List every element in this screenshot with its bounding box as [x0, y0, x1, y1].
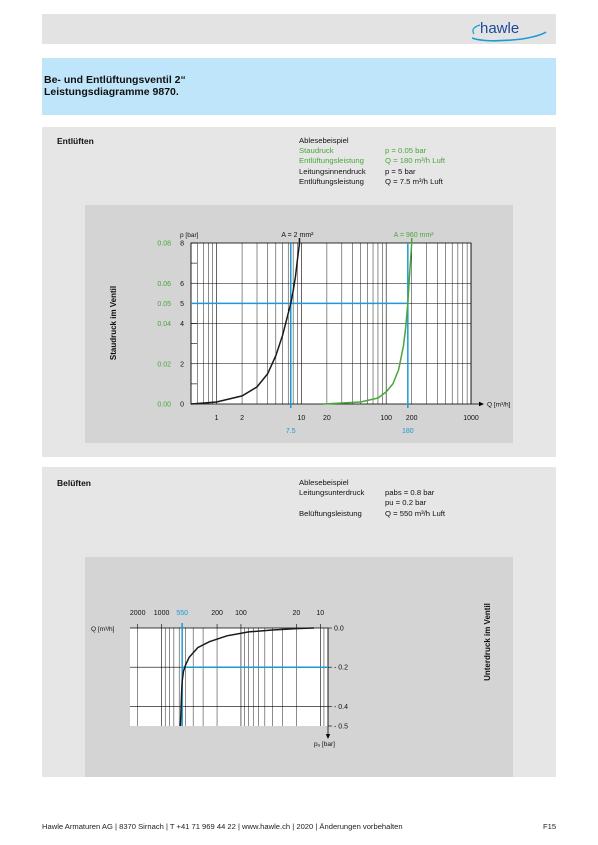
- y-tick-label: 8: [180, 240, 184, 248]
- y-axis-title: Unterdruck im Ventil: [483, 603, 492, 681]
- y-tick-label: 5: [180, 300, 184, 308]
- entlueften-panel: [42, 127, 556, 457]
- example-heading: Ablesebeispiel: [299, 136, 349, 145]
- chart1-background: [85, 205, 513, 443]
- y-tick-label: - 0.4: [334, 703, 349, 711]
- x-tick-label: 2: [240, 415, 245, 422]
- example-value: p = 0.05 bar: [385, 146, 427, 156]
- footer-text: Hawle Armaturen AG | 8370 Sirnach | T +41 71 969 44 22 | www.hawle.ch | 2020 | Änderungen vorbehalten: [42, 822, 403, 831]
- example-label: Belüftungsleistung: [299, 508, 362, 518]
- belueften-panel: [42, 467, 556, 777]
- y-tick-label: 0.0: [334, 625, 344, 633]
- x-tick-label: 1000: [463, 415, 479, 422]
- example-heading: Ablesebeispiel: [299, 478, 349, 487]
- example-value: Q = 550 m³/h Luft: [385, 508, 446, 518]
- x-axis-arrow: [479, 402, 484, 406]
- belueften-title: Belüften: [57, 478, 91, 488]
- y-axis-title: Staudruck im Ventil: [109, 285, 118, 361]
- example-label: Leitungsunterdruck: [299, 488, 365, 498]
- example-value: pabs = 0.8 bar: [385, 488, 435, 498]
- page-subtitle: Leistungsdiagramme 9870.: [44, 85, 179, 98]
- y-axis-arrow: [326, 734, 330, 739]
- x-tick-label: 20: [292, 610, 301, 617]
- title-box: [42, 58, 556, 115]
- series-label: A = 960 mm²: [393, 232, 434, 239]
- y-tick-label: 4: [180, 321, 184, 328]
- logo-text: hawle: [480, 20, 520, 37]
- x-tick-label: 200: [211, 610, 223, 617]
- y-tick-label: - 0.2: [334, 664, 349, 672]
- page-number: F15: [543, 822, 557, 831]
- y-unit-label: p [bar]: [180, 232, 199, 239]
- highlight-tick-label: 550: [176, 610, 189, 617]
- x-tick-label: 20: [322, 415, 331, 422]
- y-tick-label-green: 0.06: [157, 280, 171, 288]
- x-tick-label: 10: [316, 610, 325, 617]
- y-tick-label-green: 0.05: [157, 300, 171, 308]
- example-label: Staudruck: [299, 146, 334, 156]
- y-tick-label-green: 0.08: [157, 240, 171, 248]
- page-title: Be- und Entlüftungsventil 2“: [44, 74, 186, 86]
- example-label: Entlüftungsleistung: [299, 176, 364, 186]
- x-unit-label: Q [m³/h]: [487, 401, 511, 409]
- y-tick-label: 6: [180, 280, 184, 288]
- example-value: Q = 7.5 m³/h Luft: [385, 176, 443, 186]
- entlueften-title: Entlüften: [57, 136, 94, 146]
- x-tick-label: 100: [235, 610, 247, 617]
- x-tick-label: 2000: [129, 610, 146, 617]
- example-label: Leitungsinnendruck: [299, 166, 366, 176]
- plot-area: [130, 628, 328, 726]
- y-unit-label: pᵤ [bar]: [314, 741, 335, 748]
- header-bar: [42, 14, 556, 44]
- y-tick-label-green: 0.00: [157, 401, 171, 409]
- x-tick-label: 1: [214, 415, 219, 422]
- series-label: A = 2 mm²: [281, 232, 314, 239]
- y-tick-label-green: 0.04: [157, 321, 171, 328]
- example-value: pu = 0.2 bar: [385, 498, 427, 508]
- x-tick-label: 100: [380, 415, 393, 422]
- x-unit-label: Q [m³/h]: [91, 626, 115, 633]
- chart-entlueften: [85, 205, 513, 443]
- y-tick-label: - 0.5: [334, 723, 349, 731]
- x-tick-label: 10: [297, 415, 306, 422]
- y-tick-label: 2: [180, 361, 184, 369]
- chart-belueften: [85, 557, 513, 777]
- highlight-tick-label: 180: [401, 428, 414, 435]
- x-tick-label: 200: [405, 415, 418, 422]
- example-value: p = 5 bar: [385, 166, 416, 176]
- example-value: Q = 180 m³/h Luft: [385, 156, 446, 166]
- example-label: Entlüftungsleistung: [299, 156, 364, 166]
- chart2-background: [85, 557, 513, 777]
- x-tick-label: 1000: [153, 610, 170, 617]
- hawle-logo: [466, 16, 550, 42]
- y-tick-label-green: 0.02: [157, 361, 171, 369]
- y-tick-label: 0: [180, 401, 184, 409]
- highlight-tick-label: 7.5: [285, 428, 296, 435]
